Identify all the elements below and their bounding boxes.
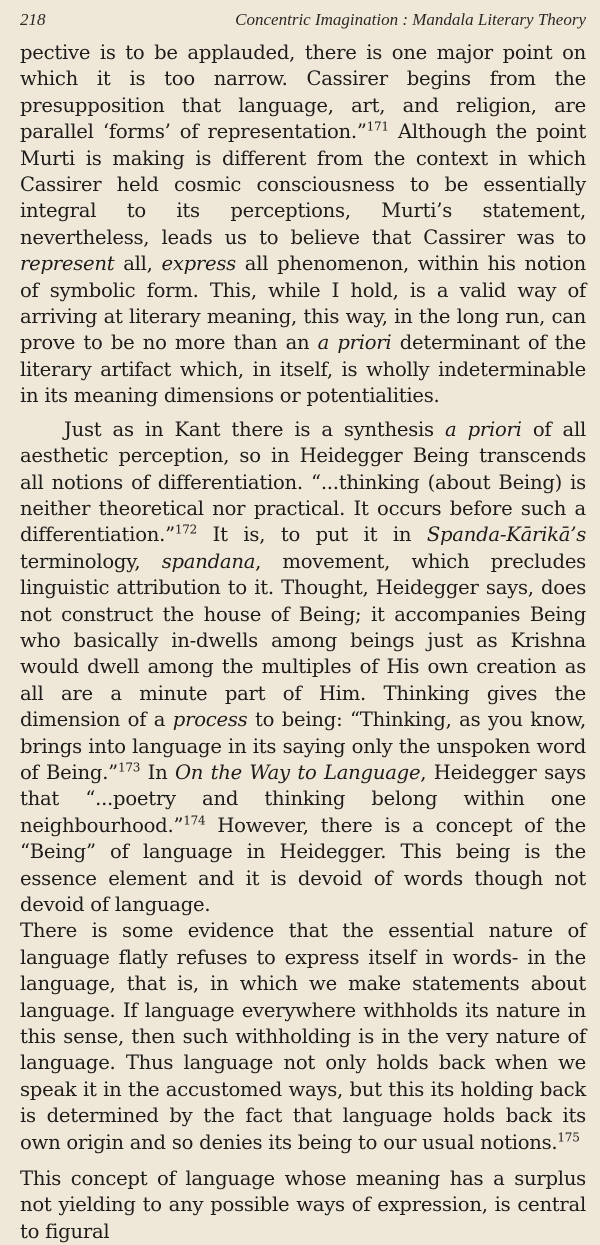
text-run: , movement, which precludes linguistic attribution to it. Thought, Heidegger says, does not construct the house of Being; it accompanies Being who basically in-dwells among beings just as Krishna would dwell among the multiples of His own creation as all are a minute part of Him. Thinking gives the dimension of a bbox=[20, 549, 586, 732]
text-run: all phenomenon, within his notion of symbolic form. This, while I hold, is a valid way of arriving at literary meaning, this way, in the long run, can prove to be no more than an bbox=[20, 252, 586, 355]
text-run: , Heidegger says that “...poetry and thinking belong within one neighbourhood.” bbox=[20, 760, 586, 837]
text-run: It is, to put it in bbox=[197, 523, 427, 547]
text-run: all, bbox=[114, 252, 162, 276]
italic-run: a priori bbox=[317, 331, 392, 355]
text-run: terminology, bbox=[20, 549, 162, 573]
italic-run: Spanda-Kārikā’s bbox=[426, 523, 586, 547]
footnote-ref: 172 bbox=[174, 522, 198, 537]
italic-run: a priori bbox=[445, 417, 522, 441]
block-quote bbox=[20, 918, 586, 1156]
footnote-ref: 174 bbox=[183, 813, 206, 828]
italic-run: represent bbox=[20, 252, 115, 276]
italic-run: spandana bbox=[161, 549, 256, 573]
text-run: In bbox=[140, 760, 175, 784]
running-title: Concentric Imagination : Mandala Literary Theory bbox=[235, 10, 586, 29]
paragraph-2 bbox=[20, 417, 586, 919]
footnote-ref: 175 bbox=[557, 1130, 580, 1145]
text-run: of all aesthetic perception, so in Heidegger Being transcends all notions of differentiation. “...thinking (about Being) is neither theoretical nor practical. It occurs before such a differentiation.” bbox=[20, 417, 586, 547]
text-run: determinant of the literary artifact which, in itself, is wholly indeterminable in its meaning dimensions or potentialities. bbox=[20, 331, 586, 408]
italic-run: process bbox=[172, 708, 248, 732]
text-run: However, there is a concept of the “Being” of language in Heidegger. This being is the essence element and it is devoid of words though not devoid of language. bbox=[20, 813, 586, 916]
text-run: pective is to be applauded, there is one major point on which it is too narrow. Cassirer begins from the presupposition that language, art, and religion, are parallel ‘forms’ of representation.” bbox=[20, 41, 586, 144]
paragraph-3 bbox=[20, 1166, 586, 1245]
text-run: This concept of language whose meaning has a surplus not yielding to any possible ways of expression, is central to figural bbox=[20, 1167, 586, 1243]
text-run: Just as in Kant there is a synthesis bbox=[64, 417, 445, 441]
italic-run: express bbox=[161, 252, 236, 276]
text-run: There is some evidence that the essential nature of language flatly refuses to express itself in words- in the language, that is, in which we make statements about language. If language everywhere withholds its nature in this sense, then such withholding is in the very nature of language. Thus language not only holds back when we speak it in the accustomed ways, but this its holding back is determined by the fact that language holds back its own origin and so denies its being to our usual notions. bbox=[20, 919, 586, 1154]
paragraph-1 bbox=[20, 40, 586, 410]
text-run: to being: “Thinking, as you know, brings into language in its saying only the unspoken word of Being.” bbox=[20, 708, 587, 784]
running-header bbox=[20, 10, 586, 40]
text-run: Although the point Murti is making is different from the context in which Cassirer held cosmic consciousness to be essentially integral to its perceptions, Murti’s statement, nevertheless, leads us to believe that Cassirer was to bbox=[20, 120, 587, 249]
main-text bbox=[20, 40, 586, 1245]
italic-run: On the Way to Language bbox=[174, 760, 421, 784]
page-number: 218 bbox=[20, 10, 46, 29]
footnote-ref: 173 bbox=[117, 760, 141, 775]
footnote-ref: 171 bbox=[366, 119, 389, 134]
